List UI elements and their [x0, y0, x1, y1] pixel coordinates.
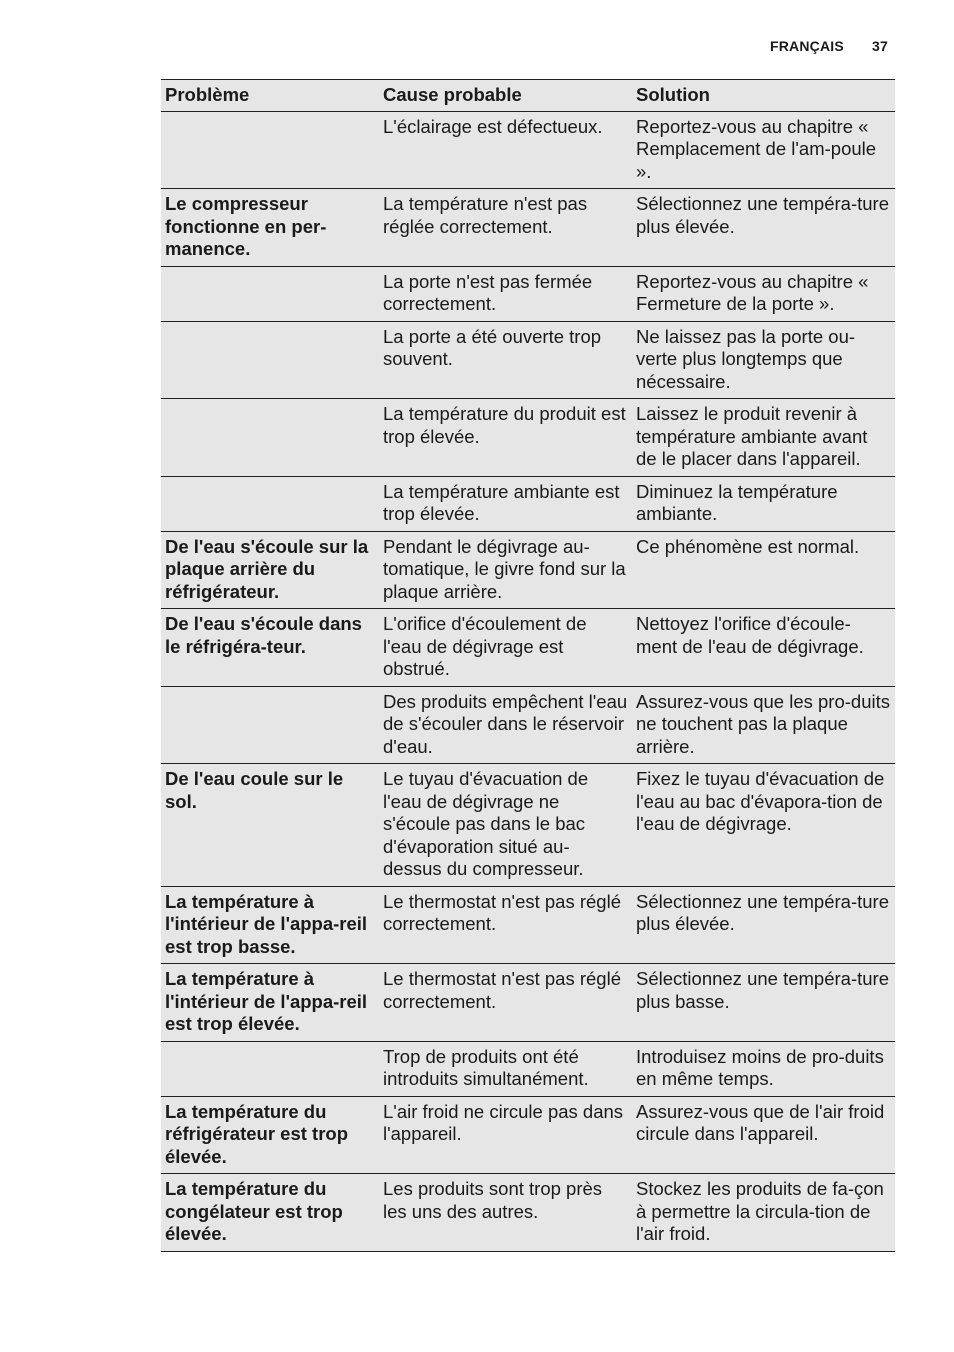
problem-cell: De l'eau coule sur le sol.	[161, 764, 379, 887]
cause-cell: La porte n'est pas fermée correctement.	[379, 266, 632, 321]
page-number: 37	[872, 38, 888, 54]
table-row	[161, 764, 895, 887]
problem-cell: La température à l'intérieur de l'appa-reil est trop basse.	[161, 886, 379, 964]
cause-cell: La température ambiante est trop élevée.	[379, 476, 632, 531]
cause-cell: L'orifice d'écoulement de l'eau de dégivrage est obstrué.	[379, 609, 632, 687]
problem-cell: La température à l'intérieur de l'appa-reil est trop élevée.	[161, 964, 379, 1042]
problem-cell: La température du congélateur est trop élevée.	[161, 1174, 379, 1252]
solution-cell: Ne laissez pas la porte ou-verte plus longtemps que nécessaire.	[632, 321, 895, 399]
cause-cell: Le tuyau d'évacuation de l'eau de dégivrage ne s'écoule pas dans le bac d'évaporation situé au-dessus du compresseur.	[379, 764, 632, 887]
column-header-problem: Problème	[161, 80, 379, 112]
table-row	[161, 111, 895, 189]
cause-cell: Des produits empêchent l'eau de s'écouler dans le réservoir d'eau.	[379, 686, 632, 764]
problem-cell	[161, 1041, 379, 1096]
problem-cell	[161, 686, 379, 764]
troubleshooting-table	[161, 79, 895, 1252]
table-row	[161, 321, 895, 399]
solution-cell: Sélectionnez une tempéra-ture plus élevée.	[632, 886, 895, 964]
table-row	[161, 189, 895, 267]
cause-cell: Le thermostat n'est pas réglé correctement.	[379, 964, 632, 1042]
solution-cell: Stockez les produits de fa-çon à permettre la circula-tion de l'air froid.	[632, 1174, 895, 1252]
solution-cell: Assurez-vous que de l'air froid circule dans l'appareil.	[632, 1096, 895, 1174]
column-header-solution: Solution	[632, 80, 895, 112]
cause-cell: La température du produit est trop élevée.	[379, 399, 632, 477]
problem-cell	[161, 476, 379, 531]
solution-cell: Laissez le produit revenir à température ambiante avant de le placer dans l'appareil.	[632, 399, 895, 477]
cause-cell: Trop de produits ont été introduits simultanément.	[379, 1041, 632, 1096]
cause-cell: Pendant le dégivrage au-tomatique, le givre fond sur la plaque arrière.	[379, 531, 632, 609]
problem-cell	[161, 111, 379, 189]
solution-cell: Diminuez la température ambiante.	[632, 476, 895, 531]
table-row	[161, 266, 895, 321]
solution-cell: Reportez-vous au chapitre « Fermeture de la porte ».	[632, 266, 895, 321]
solution-cell: Fixez le tuyau d'évacuation de l'eau au bac d'évapora-tion de l'eau de dégivrage.	[632, 764, 895, 887]
solution-cell: Nettoyez l'orifice d'écoule-ment de l'eau de dégivrage.	[632, 609, 895, 687]
table-row	[161, 399, 895, 477]
cause-cell: Les produits sont trop près les uns des autres.	[379, 1174, 632, 1252]
table-row	[161, 476, 895, 531]
page-header	[770, 38, 888, 54]
solution-cell: Introduisez moins de pro-duits en même temps.	[632, 1041, 895, 1096]
table-row	[161, 886, 895, 964]
column-header-cause: Cause probable	[379, 80, 632, 112]
problem-cell: Le compresseur fonctionne en per-manence.	[161, 189, 379, 267]
cause-cell: L'éclairage est défectueux.	[379, 111, 632, 189]
problem-cell	[161, 321, 379, 399]
cause-cell: L'air froid ne circule pas dans l'appareil.	[379, 1096, 632, 1174]
cause-cell: La température n'est pas réglée correctement.	[379, 189, 632, 267]
problem-cell	[161, 266, 379, 321]
section-title: FRANÇAIS	[769, 38, 844, 54]
table-row	[161, 531, 895, 609]
table-row	[161, 609, 895, 687]
table-row	[161, 1174, 895, 1252]
solution-cell: Reportez-vous au chapitre « Remplacement de l'am-poule ».	[632, 111, 895, 189]
table-row	[161, 1041, 895, 1096]
solution-cell: Sélectionnez une tempéra-ture plus élevée.	[632, 189, 895, 267]
table-row	[161, 686, 895, 764]
table-row	[161, 1096, 895, 1174]
cause-cell: Le thermostat n'est pas réglé correctement.	[379, 886, 632, 964]
table-header-row	[161, 80, 895, 112]
solution-cell: Assurez-vous que les pro-duits ne touchent pas la plaque arrière.	[632, 686, 895, 764]
problem-cell: De l'eau s'écoule dans le réfrigéra-teur.	[161, 609, 379, 687]
problem-cell	[161, 399, 379, 477]
table-row	[161, 964, 895, 1042]
problem-cell: De l'eau s'écoule sur la plaque arrière du réfrigérateur.	[161, 531, 379, 609]
solution-cell: Ce phénomène est normal.	[632, 531, 895, 609]
solution-cell: Sélectionnez une tempéra-ture plus basse.	[632, 964, 895, 1042]
cause-cell: La porte a été ouverte trop souvent.	[379, 321, 632, 399]
problem-cell: La température du réfrigérateur est trop élevée.	[161, 1096, 379, 1174]
